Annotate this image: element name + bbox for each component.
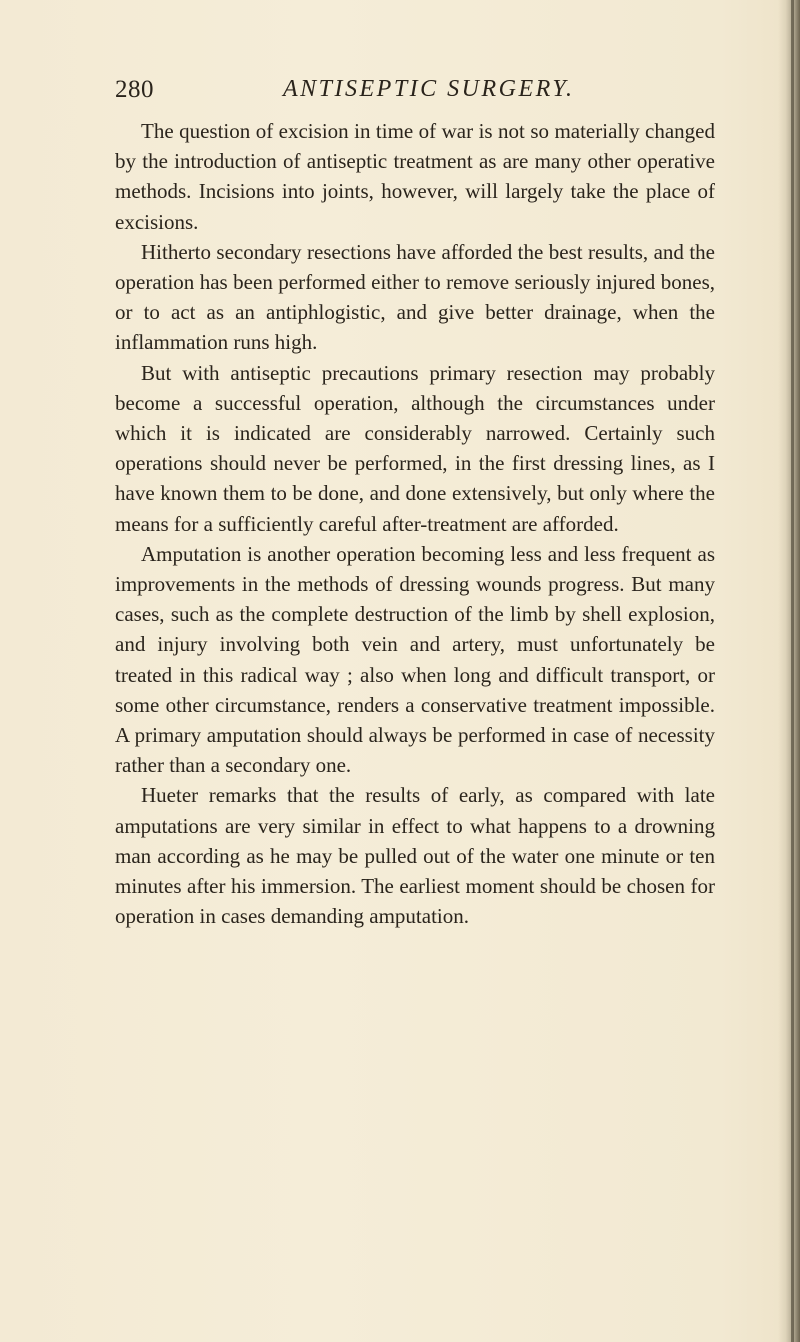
paragraph-amputation: Amputation is another operation becoming less and less frequent as improvements in the methods of dressing wounds progress. But many cases, such as the complete destruction of the limb by shell explosion, and injury involving both vein and artery, must unfortunately be treated in this radical way ; also when long and difficult transport, or some other circumstance, renders a conservative treatment impossible. A primary amputation should always be performed in case of necessity rather than a secondary one. bbox=[115, 541, 715, 778]
paragraph-secondary-resections: Hitherto secondary resections have afforded the best results, and the operation has been performed either to remove seriously injured bones, or to act as an antiphlogistic, and give better drainage, when the inflammation runs high. bbox=[115, 239, 715, 355]
paragraph-primary-resection: But with antiseptic precautions primary resection may probably become a successful operation, although the circumstances under which it is indicated are considerably narrowed. Certainly such operations should never be performed, in the first dressing lines, as I have known them to be done, and done extensively, but only where the means for a sufficiently careful after-treatment are afforded. bbox=[115, 360, 715, 536]
binding-gutter-edge bbox=[791, 0, 794, 1342]
page-number: 280 bbox=[115, 76, 154, 103]
body-text bbox=[115, 116, 715, 931]
running-title: ANTISEPTIC SURGERY. bbox=[283, 76, 575, 102]
paragraph-excision: The question of excision in time of war is not so materially changed by the introduction of antiseptic treatment as are many other operative methods. Incisions into joints, however, will largely take the place of excisions. bbox=[115, 119, 715, 234]
paragraph-hueter: Hueter remarks that the results of early, as compared with late amputations are very similar in effect to what happens to a drowning man according as he may be pulled out of the water one minute or ten minutes after his immersion. The earliest moment should be chosen for operation in cases demanding amputation. bbox=[115, 783, 715, 929]
running-head bbox=[115, 76, 715, 110]
binding-gutter-shadow bbox=[778, 0, 800, 1342]
